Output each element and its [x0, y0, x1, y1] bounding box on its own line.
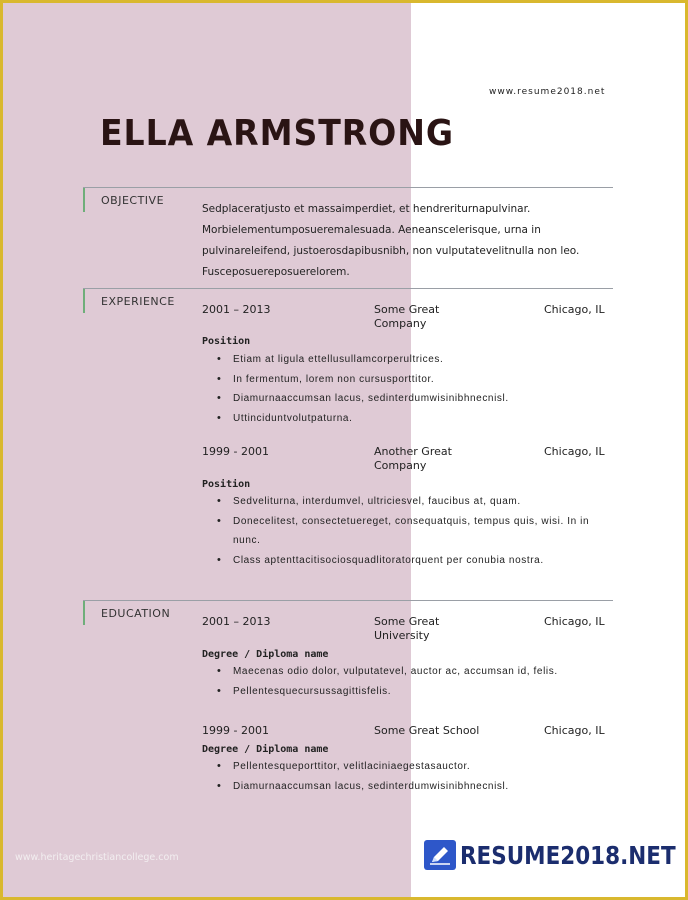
- list-item: nunc.: [233, 535, 261, 546]
- objective-marker: [83, 188, 85, 212]
- experience-marker: [83, 289, 85, 313]
- objective-line: Morbielementumposueremalesuada. Aeneanscelerisque, urna in: [202, 224, 541, 236]
- objective-line: pulvinareleifend, justoerosdapibusnibh, non vulputatevelitnulla non leo.: [202, 245, 580, 257]
- education-marker: [83, 601, 85, 625]
- job-company: Some Great: [374, 303, 440, 316]
- list-item: • Pellentesquecursussagittisfelis.: [217, 682, 617, 702]
- school-degree: Degree / Diploma name: [202, 744, 329, 755]
- education-divider: [83, 600, 613, 601]
- job-position: Position: [202, 336, 251, 347]
- school-bullets: [217, 662, 617, 701]
- list-item: • Donecelitest, consectetuereget, consequatquis, tempus quis, wisi. In in: [217, 512, 617, 532]
- job-location: Chicago, IL: [544, 303, 605, 316]
- job-location: Chicago, IL: [544, 445, 605, 458]
- list-item: • In fermentum, lorem non cursusporttitor.: [217, 370, 617, 390]
- list-item: • Etiam at ligula ettellusullamcorperultrices.: [217, 350, 617, 370]
- job-dates: 2001 – 2013: [202, 303, 271, 316]
- brand-logo-text: RESUME2018.NET: [460, 840, 676, 870]
- list-item: • Diamurnaaccumsan lacus, sedinterdumwisinibhnecnisl.: [217, 777, 617, 797]
- brand-logo: [424, 837, 688, 873]
- school-name: Some Great: [374, 615, 440, 628]
- education-heading: EDUCATION: [101, 607, 171, 620]
- objective-line: Sedplaceratjusto et massaimperdiet, et hendreriturnapulvinar.: [202, 203, 531, 215]
- school-location: Chicago, IL: [544, 615, 605, 628]
- list-item: • Pellentesqueporttitor, velitlaciniaegestasauctor.: [217, 757, 617, 777]
- objective-heading: OBJECTIVE: [101, 194, 165, 207]
- school-bullets: [217, 757, 617, 796]
- candidate-name: ELLA ARMSTRONG: [100, 113, 454, 154]
- list-item: • Class aptenttacitisociosquadlitoratorquent per conubia nostra.: [217, 551, 617, 571]
- school-location: Chicago, IL: [544, 724, 605, 737]
- objective-divider: [83, 187, 613, 188]
- job-bullets: [217, 350, 617, 428]
- experience-heading: EXPERIENCE: [101, 295, 175, 308]
- school-dates: 1999 - 2001: [202, 724, 269, 737]
- job-company-cont: Company: [374, 317, 427, 330]
- school-dates: 2001 – 2013: [202, 615, 271, 628]
- list-item: • Maecenas odio dolor, vulputatevel, auctor ac, accumsan id, felis.: [217, 662, 617, 682]
- experience-divider: [83, 288, 613, 289]
- website-label: www.resume2018.net: [489, 87, 606, 97]
- job-bullets: [217, 492, 617, 570]
- watermark-url: www.heritagechristiancollege.com: [15, 852, 179, 863]
- job-company-cont: Company: [374, 459, 427, 472]
- job-dates: 1999 - 2001: [202, 445, 269, 458]
- school-degree: Degree / Diploma name: [202, 649, 329, 660]
- school-name-cont: University: [374, 629, 430, 642]
- school-name: Some Great School: [374, 724, 480, 737]
- list-item: • Sedveliturna, interdumvel, ultriciesvel, faucibus at, quam.: [217, 492, 617, 512]
- pencil-icon: [424, 840, 456, 870]
- job-company: Another Great: [374, 445, 452, 458]
- list-item: • Diamurnaaccumsan lacus, sedinterdumwisinibhnecnisl.: [217, 389, 617, 409]
- objective-text: [202, 199, 582, 283]
- list-item: • Uttinciduntvolutpaturna.: [217, 409, 617, 429]
- job-position: Position: [202, 479, 251, 490]
- objective-line: Fusceposuereposuerelorem.: [202, 266, 350, 278]
